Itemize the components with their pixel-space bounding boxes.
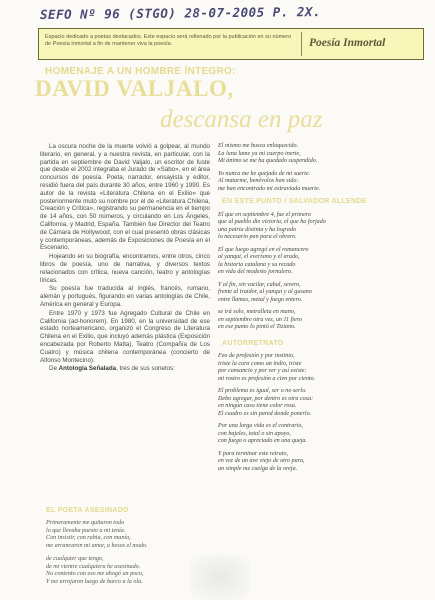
poem-line: El mismo me busca enloquecido. <box>218 143 299 149</box>
poem-line: me han encontrado mi extraviada muerte. <box>218 185 321 192</box>
poem-line: de mi vientre cualquiera he asesinado. <box>46 563 141 570</box>
body-paragraph: Hojeando en su biografía, encontramos, entre otros, cinco libros de poesía, uno de narrativa, y diversos textos relacionados con crítica, nueva canción, teatro y antologías líricas. <box>40 253 210 284</box>
poem-line: La luna lame ya mi cuerpo inerte, <box>218 150 301 157</box>
poem-line: mi rostro es profesión a cien por ciento. <box>218 375 316 382</box>
body-paragraph: La oscura noche de la muerte volvió a golpear, al mundo literario, en general, y a nuestra revista, en particular, con la partida en septiembre de David Valjalo, un escritor de fuste que desde el 2002 integraba el Jurado de «Sabo», en el área concursos de poesía. Poeta, narrador, ensayista y editor, residió fuera del país durante 30 años, entre 1960 y 1990. Es autor de la revista «Literatura Chilena en el Exilio» que posteriormente mutó su nombre por el de «Literatura Chilena, Creación y Crítica», registrando su permanencia en el tiempo de 14 años, con 50 números, y circulando en Los Ángeles, California, y Madrid, España. También fue Director del Teatro de Cámara de Hollywood, con el cual presentó obras clásicas y contemporáneas, además de Exposiciones de Poesía en el Escenario. <box>40 143 210 252</box>
poem-line: un simple me cuelga de la oreja. <box>218 465 298 472</box>
poem-line: frente al traidor, al yanqui y al gusano <box>218 289 312 295</box>
poem-line: por cansancio y por ver y así existe: <box>218 368 307 374</box>
handwritten-note: SEFO Nº 96 (STGO) 28-07-2005 P. 2X. <box>39 4 321 22</box>
body-paragraph: Su poesía fue traducida al inglés, francés, rumano, alemán y portugués, figurando en varias antologías de Chile, América en general y Europa. <box>40 285 210 308</box>
poem-line: una patria distinta y ha logrado <box>218 226 297 233</box>
poem-line: entre llamas, metal y fuego entero. <box>218 296 303 303</box>
poem-line: Con insistir, con rabia, con manía, <box>46 535 131 541</box>
antologia-suffix: , tres de sus sonetos: <box>116 365 175 373</box>
scan-smudge <box>190 555 250 600</box>
poem-stanza <box>218 282 414 305</box>
poem-stanza <box>218 423 414 446</box>
poem-line: en vida del modesto jornalero. <box>218 269 293 275</box>
antologia-line <box>40 365 210 373</box>
antologia-title: Antología Señalada <box>58 365 117 373</box>
poem-stanza <box>218 451 414 474</box>
poem-line: Y para terminar este retrato, <box>218 450 289 457</box>
poem-line: se irá solo, metralleta en mano, <box>218 309 296 315</box>
poem-line: con fuego o apreciado en una queja. <box>218 438 307 444</box>
banner-text: Espacio dedicado a poetas destacados. Este espacio será rellenado por la publicación en su número de Poesía Inmortal a fin de mantener viva la poesía. <box>45 34 292 47</box>
body-paragraph: Entre 1970 y 1973 fue Agregado Cultural de Chile en California (ad-honorem). En 1980, en la universidad de ese estado norteamericano, organizó el Congreso de Literatura Chilena en el Exilio, que incluyó además plástica (Exposición encabezada por Roberto Matta), Teatro (Compañía de Los Cuatro) y música chilena contemporánea (concierto de Alfonso Montecino). <box>40 309 210 364</box>
poem-line: Y me arrojaron luego de barco a la ola. <box>46 578 143 585</box>
poem-stanza <box>218 212 414 242</box>
poem-title: EN ESTE PUNTO / SALVADOR ALLENDE <box>222 198 367 205</box>
poem-stanza <box>218 309 414 332</box>
poem-line: en ese punto lo pintó el Tiziano. <box>218 324 296 330</box>
poem-line: la historia catalana y su recado <box>218 261 296 268</box>
poem-title: EL POETA ASESINADO <box>46 507 129 514</box>
poem-stanza <box>218 171 414 194</box>
poem-line: Y al fin, sin vacilar, cabal, severo, <box>218 281 301 288</box>
poem-title: AUTORRETRATO <box>222 339 284 347</box>
poem-line: Yo nunca me he quejado de mi suerte. <box>218 170 311 177</box>
poem-line: El que luego agregó en el romancero <box>218 246 309 253</box>
poem-line: Debo agregar, por dentro es otra cosa: <box>218 395 314 402</box>
poem-line: El que en septiembre 4, fue el primero <box>218 211 311 218</box>
article-subhead: descansa en paz <box>160 106 323 133</box>
poem-line: No contento con eso me ahogó un poco, <box>46 571 144 577</box>
poem-stanza <box>218 388 414 418</box>
poem-line: en septiembre otra vez, un 11 fiero <box>218 316 302 323</box>
poem-line: que al pueblo dio victoria, el que ha forjado <box>218 219 326 225</box>
banner-title: Poesía Inmortal <box>309 37 386 49</box>
poem-line: triste la cara como un indio, triste <box>218 360 302 367</box>
poem-line: en ningún caso tiene color rosa. <box>218 403 297 409</box>
poem-stanza <box>218 353 414 383</box>
poem-line: en vez de un ave viejo de otro para, <box>218 458 305 464</box>
poem-line: Primeramente me quitaron todo <box>46 520 125 526</box>
poems-column <box>218 143 414 478</box>
article-kicker: HOMENAJE A UN HOMBRE ÍNTEGRO: <box>45 66 236 77</box>
antologia-prefix: De <box>49 365 59 373</box>
poem-line: de cualquier que tengo, <box>46 556 104 562</box>
poem-line: con bajeles, total o sin apoyo, <box>218 430 291 437</box>
poem-line: al yanqui, el everismo y el arado, <box>218 254 300 260</box>
poem-line: Por una larga vida es el contrario, <box>218 423 303 429</box>
poem-stanza <box>46 520 216 550</box>
article-headline: DAVID VALJALO, <box>35 76 234 101</box>
poem-line: Feo de profesión y por instinto, <box>218 353 295 359</box>
poem-line: me arrancaron mi amor, a besos el modo. <box>46 542 148 549</box>
poem-line: El problema es igual, ser o no serlo. <box>218 388 307 394</box>
poem-line: El cuadro es sin pared donde ponerlo. <box>218 410 312 417</box>
poem-line: Mi ánimo se me ha quedado suspendido. <box>218 158 318 164</box>
poem-line: lo necesario pan para el obrero. <box>218 234 297 240</box>
poem-stanza <box>218 143 414 166</box>
poem-stanza <box>218 247 414 277</box>
poem-line: lo que llevaba puesto a mi tenía. <box>46 527 126 534</box>
article-body <box>40 143 210 374</box>
poem-line: Al matarme, benévolos han sido: <box>218 178 299 184</box>
header-banner <box>38 28 424 60</box>
banner-divider <box>301 32 302 56</box>
